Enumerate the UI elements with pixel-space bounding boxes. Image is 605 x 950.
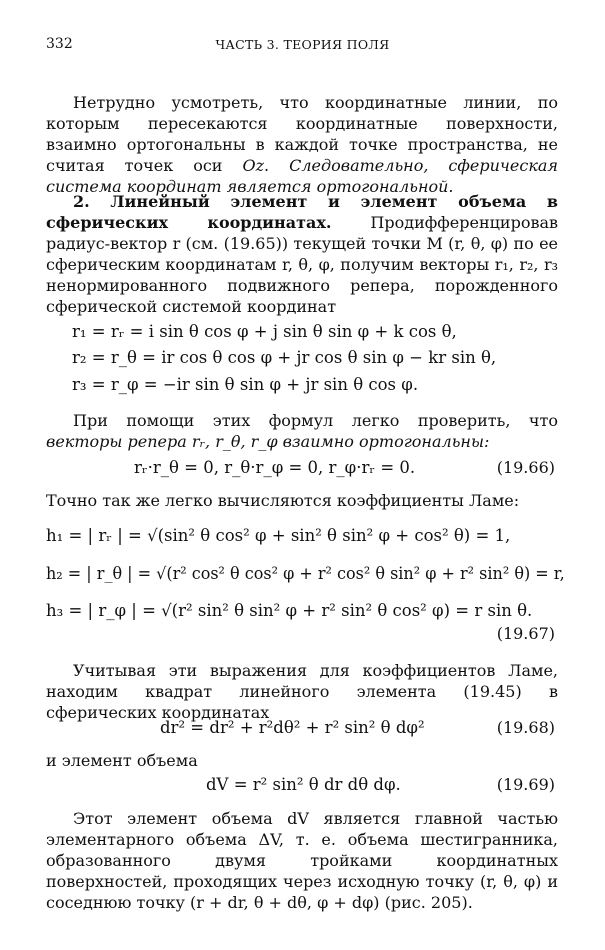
equation-19-67-number: (19.67) [496,624,555,643]
equation-19-66-formula: rᵣ·r_θ = 0, r_θ·r_φ = 0, r_φ·rᵣ = 0. [134,458,416,477]
running-title: ЧАСТЬ 3. ТЕОРИЯ ПОЛЯ [215,37,390,52]
paragraph-line-element: Учитывая эти выражения для коэффициентов Ламе, находим квадрат линейного элемента (19.45) в сферических координатах [46,661,558,722]
p2-text: Продифференцировав радиус-вектор r (см. (19.65)) текущей точки M (r, θ, φ) по ее сферическим координатам r, θ, φ, получим векторы r₁, r₂, r₃ ненормированного подвижного репера, порожденного сферической системой координат [46,213,559,316]
paragraph-orthogonal-check [46,410,558,452]
p3-lead: При помощи этих формул легко проверить, что [73,411,558,430]
vector-r1: r₁ = rᵣ = i sin θ cos φ + j sin θ sin φ + k cos θ, [72,322,457,341]
equation-19-66-number: (19.66) [496,458,555,477]
paragraph-lame: Точно так же легко вычисляются коэффициенты Ламе: [46,491,520,510]
p1-oz: Oz [242,156,265,175]
equation-19-69 [46,772,555,800]
equation-19-68-formula: dr² = dr² + r²dθ² + r² sin² θ dφ² [160,718,425,737]
paragraph-orthogonality [46,92,558,197]
lame-h1: h₁ = | rᵣ | = √(sin² θ cos² φ + sin² θ sin² φ + cos² θ) = 1, [46,526,511,545]
equation-19-68-number: (19.68) [496,718,555,737]
paragraph-volume-intro: и элемент объема [46,751,198,770]
page-number: 332 [46,36,73,52]
p1-tail: . Следовательно, сферическая система координат является ортогональной. [46,156,559,196]
section-heading: 2. Линейный элемент и элемент объема в сферических координатах. [46,192,558,232]
vector-r3: r₃ = r_φ = −ir sin θ sin φ + jr sin θ cos φ. [72,375,419,394]
paragraph-section-2 [46,191,558,317]
paragraph-volume-element: Этот элемент объема dV является главной частью элементарного объема ΔV, т. е. объема шестигранника, образованного двумя тройками координатных поверхностей, проходящих через исходную точку (r, θ, φ) и соседнюю точку (r + dr, θ + dθ, φ + dφ) (рис. 205). [46,809,558,912]
p3-italic: векторы репера rᵣ, r_θ, r_φ взаимно ортогональны: [46,432,490,451]
equation-19-66 [46,455,555,483]
lame-h2: h₂ = | r_θ | = √(r² cos² θ cos² φ + r² cos² θ sin² φ + r² sin² θ) = r, [46,564,565,583]
equation-19-69-formula: dV = r² sin² θ dr dθ dφ. [206,775,401,794]
p1-lead: Нетрудно усмотреть, что координатные линии, по которым пересекаются координатные поверхности, взаимно ортогональны в каждой точке пространства, не считая точек оси [46,93,558,175]
lame-h3: h₃ = | r_φ | = √(r² sin² θ sin² φ + r² sin² θ cos² φ) = r sin θ. [46,601,533,620]
equation-19-68 [46,715,555,743]
vector-r2: r₂ = r_θ = ir cos θ cos φ + jr cos θ sin φ − kr sin θ, [72,348,497,367]
page-header [46,36,559,56]
equation-19-69-number: (19.69) [496,775,555,794]
